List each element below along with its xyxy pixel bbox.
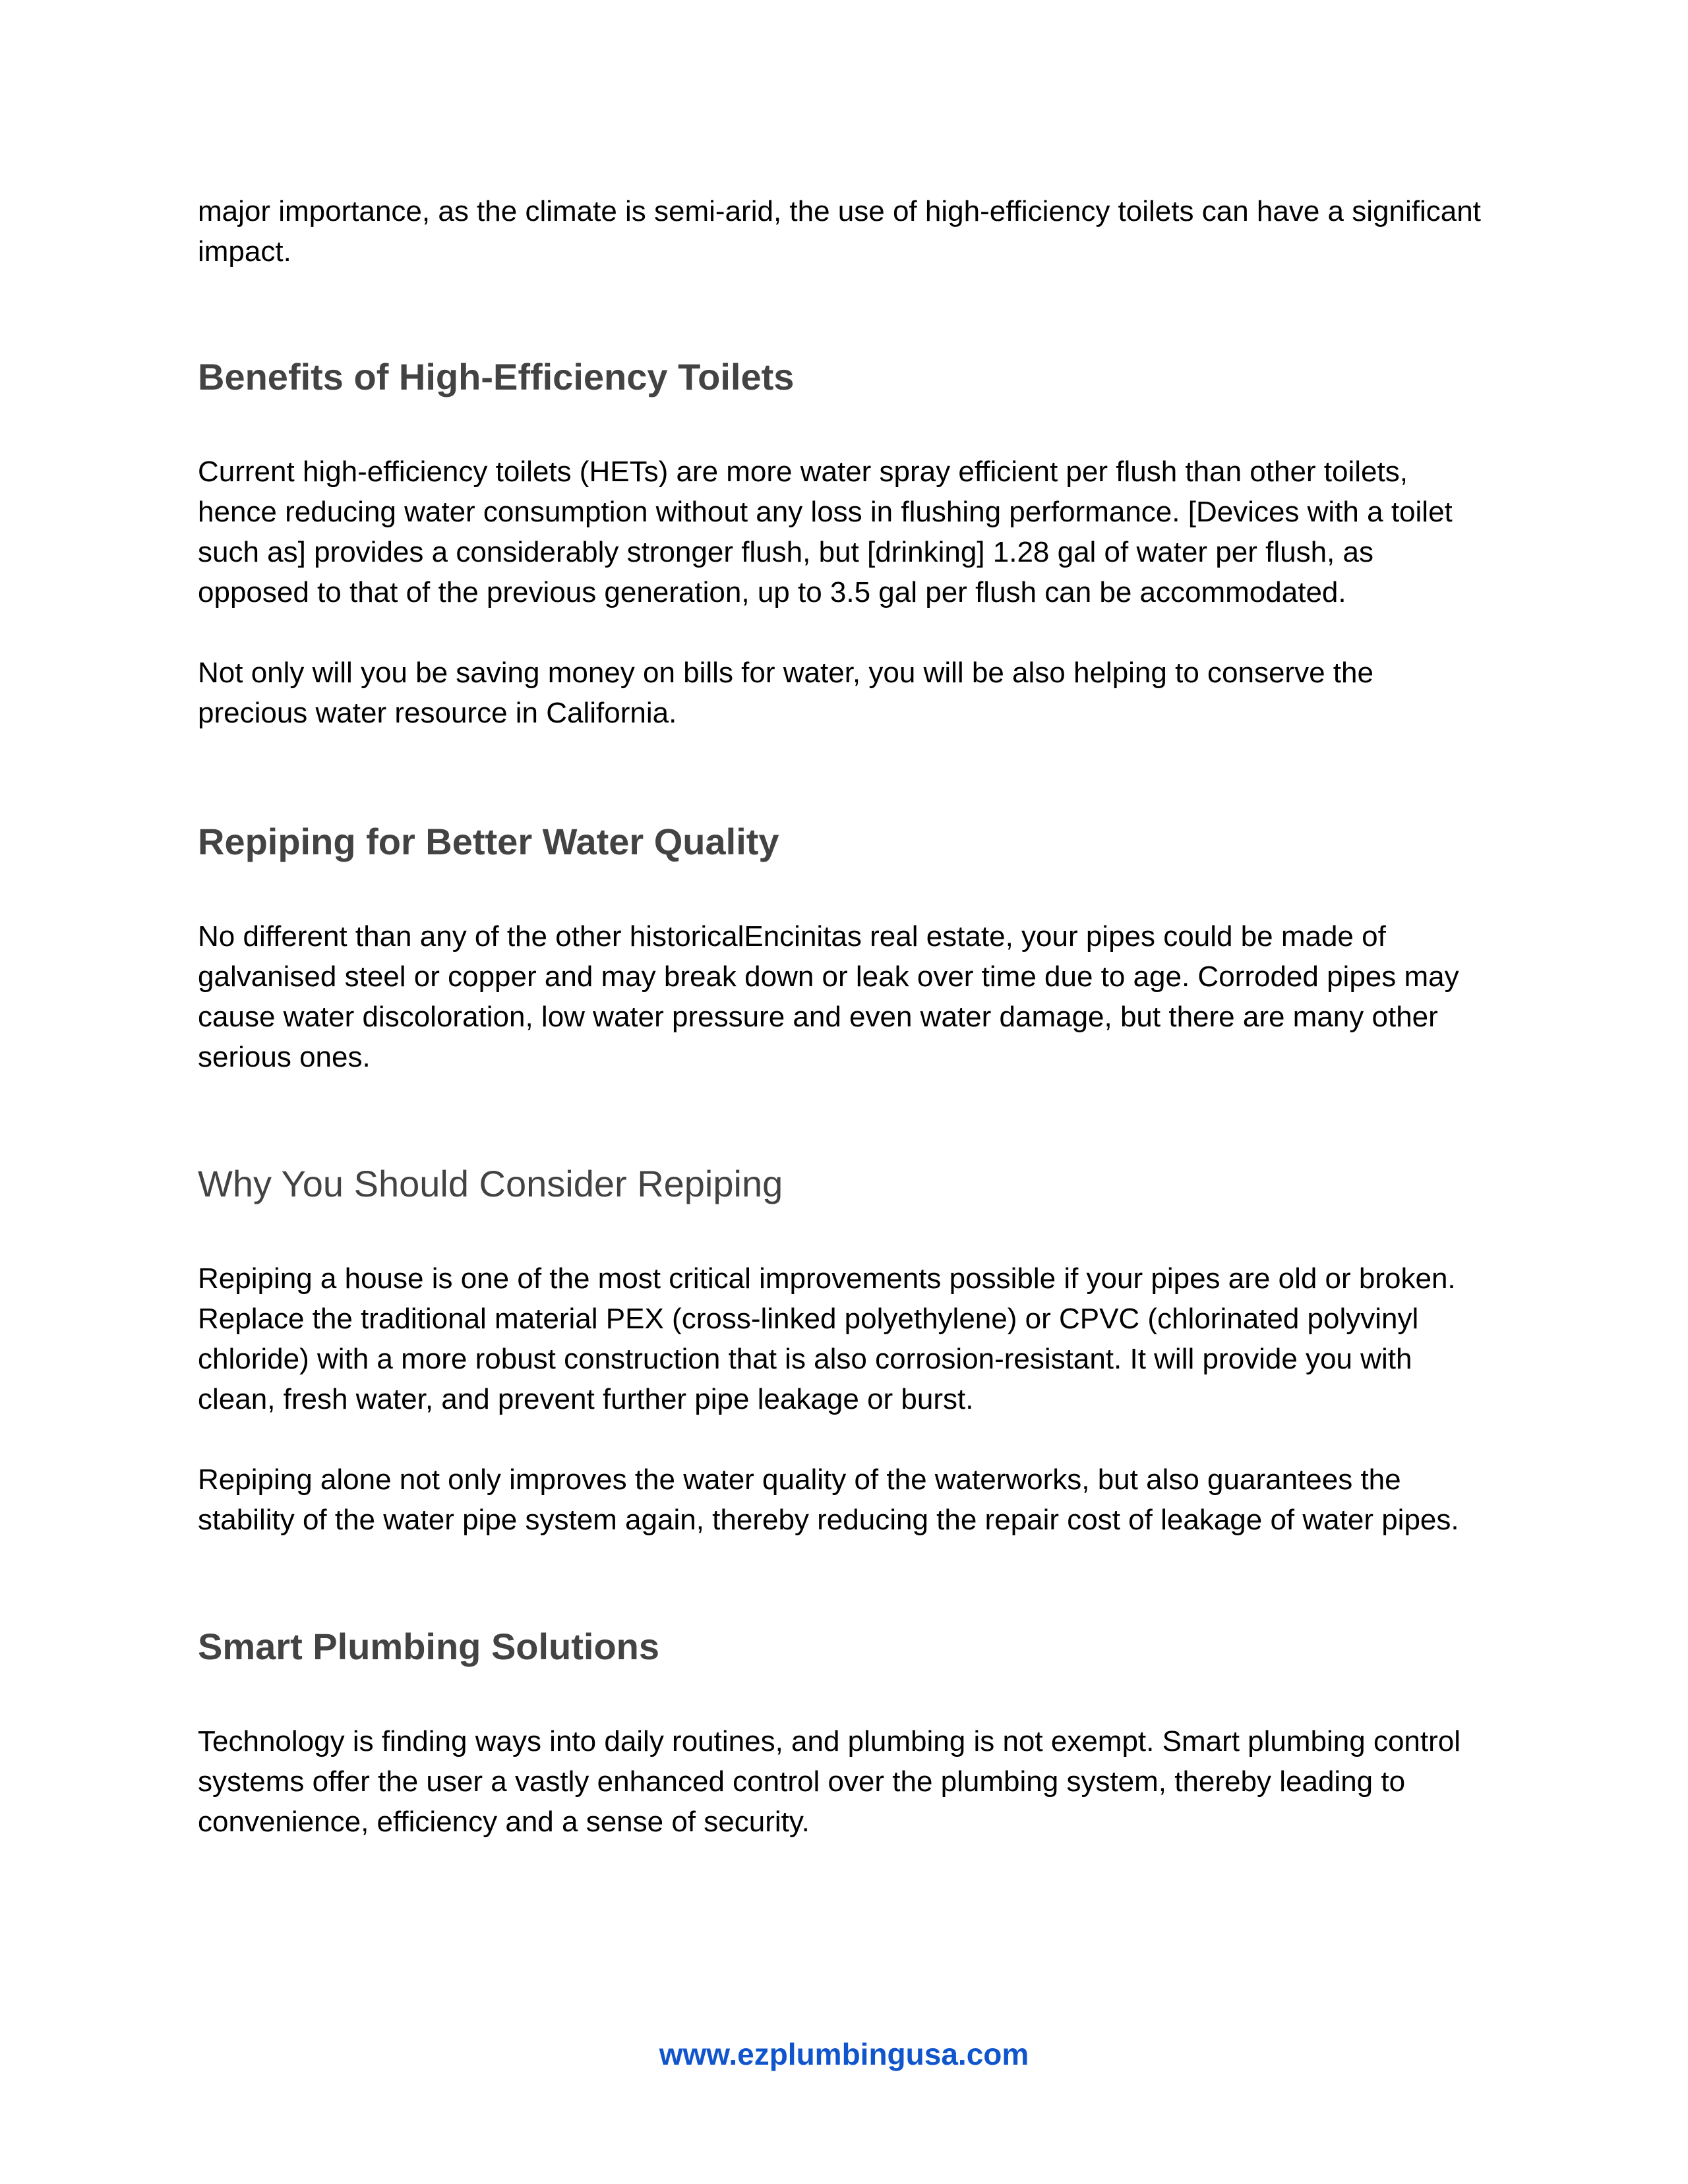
heading-repiping: Repiping for Better Water Quality — [198, 821, 779, 862]
paragraph-why-repiping-2: Repiping alone not only improves the water quality of the waterworks, but also guarantees the stability of the water pipe system again, thereby reducing the repair cost of leakage of water pipes. — [198, 1463, 1459, 1536]
heading-smart-plumbing: Smart Plumbing Solutions — [198, 1626, 660, 1667]
paragraph-benefits-1: Current high-efficiency toilets (HETs) are more water spray efficient per flush than other toilets, hence reducing water consumption without any loss in flushing performance. [Devices with a toilet such as] provides a considerably stronger flush, but [drinking] 1.28 gal of water per flush, as opposed to that of the previous generation, up to 3.5 gal per flush can be accommodated. — [198, 456, 1453, 608]
paragraph-benefits-2: Not only will you be saving money on bills for water, you will be also helping to conserve the precious water resource in California. — [198, 657, 1373, 729]
website-link[interactable]: www.ezplumbingusa.com — [659, 2037, 1029, 2071]
paragraph-repiping-1: No different than any of the other historicalEncinitas real estate, your pipes could be made of galvanised steel or copper and may break down or leak over time due to age. Corroded pipes may cause water discoloration, low water pressure and even water damage, but there are many other serious ones. — [198, 920, 1459, 1073]
document-body — [198, 191, 1490, 1842]
subheading-why-repiping: Why You Should Consider Repiping — [198, 1163, 783, 1204]
intro-paragraph: major importance, as the climate is semi-arid, the use of high-efficiency toilets can have a significant impact. — [198, 195, 1481, 268]
heading-benefits: Benefits of High-Efficiency Toilets — [198, 356, 795, 398]
paragraph-why-repiping-1: Repiping a house is one of the most critical improvements possible if your pipes are old or broken. Replace the traditional material PEX (cross-linked polyethylene) or CPVC (chlorinated polyvinyl chloride) with a more robust construction that is also corrosion-resistant. It will provide you with clean, fresh water, and prevent further pipe leakage or burst. — [198, 1262, 1456, 1415]
paragraph-smart-plumbing-1: Technology is finding ways into daily routines, and plumbing is not exempt. Smart plumbing control systems offer the user a vastly enhanced control over the plumbing system, thereby leading to convenience, efficiency and a sense of security. — [198, 1725, 1461, 1838]
page-footer — [0, 2036, 1688, 2073]
